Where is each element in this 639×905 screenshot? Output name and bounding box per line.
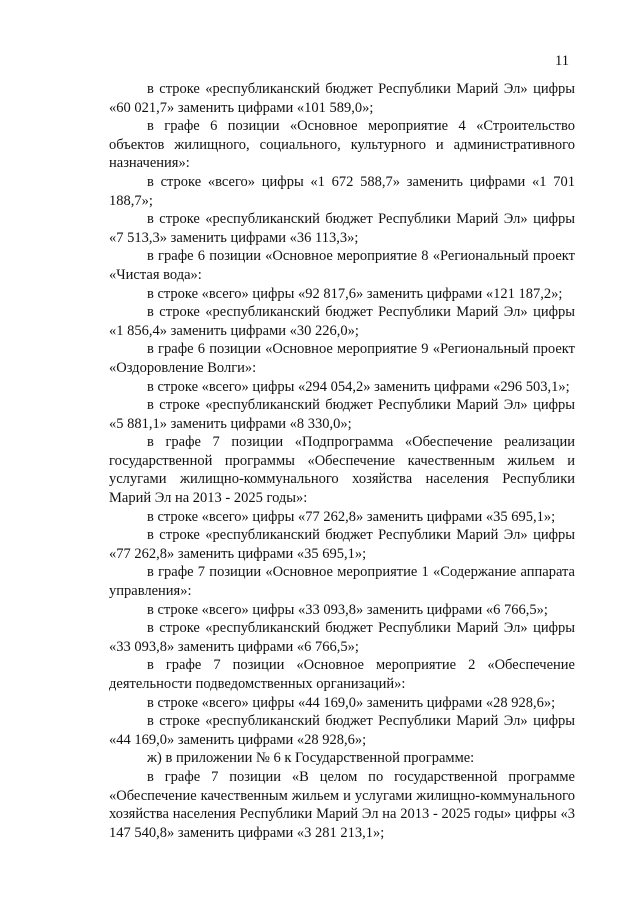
paragraph: в строке «республиканский бюджет Республики Марий Эл» цифры «1 856,4» заменить цифрами «30 226,0»; [109, 304, 575, 339]
paragraph: в графе 6 позиции «Основное мероприятие 4 «Строительство объектов жилищного, социального, культурного и административного назначения»: [109, 118, 575, 172]
paragraph: в строке «всего» цифры «294 054,2» заменить цифрами «296 503,1»; [147, 378, 570, 395]
paragraph: в строке «всего» цифры «44 169,0» заменить цифрами «28 928,6»; [147, 694, 556, 711]
paragraph: ж) в приложении № 6 к Государственной программе: [147, 750, 475, 767]
paragraph: в графе 7 позиции «Основное мероприятие 2 «Обеспечение деятельности подведомственных организаций»: [109, 657, 575, 692]
paragraph: в графе 6 позиции «Основное мероприятие 9 «Региональный проект «Оздоровление Волги»: [109, 341, 575, 376]
paragraph: в строке «республиканский бюджет Республики Марий Эл» цифры «77 262,8» заменить цифрами «35 695,1»; [109, 527, 575, 562]
paragraph: в строке «всего» цифры «77 262,8» заменить цифрами «35 695,1»; [147, 508, 556, 525]
paragraph: в строке «республиканский бюджет Республики Марий Эл» цифры «33 093,8» заменить цифрами «6 766,5»; [109, 620, 575, 655]
paragraph: в строке «республиканский бюджет Республики Марий Эл» цифры «5 881,1» заменить цифрами «8 330,0»; [109, 397, 575, 432]
paragraph: в строке «всего» цифры «92 817,6» заменить цифрами «121 187,2»; [147, 285, 563, 302]
paragraph: в строке «республиканский бюджет Республики Марий Эл» цифры «44 169,0» заменить цифрами «28 928,6»; [109, 713, 575, 748]
paragraph: в графе 7 позиции «Основное мероприятие 1 «Содержание аппарата управления»: [109, 564, 575, 600]
page-number: 11 [555, 53, 569, 69]
paragraph: в графе 7 позиции «В целом по государственной программе «Обеспечение качественным жильем и услугами жилищно-коммунального хозяйства населения Республики Марий Эл на 2013 - 2025 годы» цифры «3 147 540,8» заменить цифрами «3 281 213,1»; [109, 768, 575, 841]
paragraph: в строке «всего» цифры «33 093,8» заменить цифрами «6 766,5»; [147, 601, 548, 618]
paragraph: в графе 7 позиции «Подпрограмма «Обеспечение реализации государственной программы «Обеспечение качественным жильем и услугами жилищно-коммунального хозяйства населения Республики Марий Эл на 2013 - 2025 годы»: [109, 434, 575, 507]
paragraph: в строке «всего» цифры «1 672 588,7» заменить цифрами «1 701 188,7»; [109, 173, 575, 209]
paragraph: в строке «республиканский бюджет Республики Марий Эл» цифры «7 513,3» заменить цифрами «36 113,3»; [109, 211, 575, 246]
paragraph: в строке «республиканский бюджет Республики Марий Эл» цифры «60 021,7» заменить цифрами «101 589,0»; [109, 81, 575, 116]
paragraph: в графе 6 позиции «Основное мероприятие 8 «Региональный проект «Чистая вода»: [109, 248, 575, 283]
document-body [109, 80, 575, 842]
